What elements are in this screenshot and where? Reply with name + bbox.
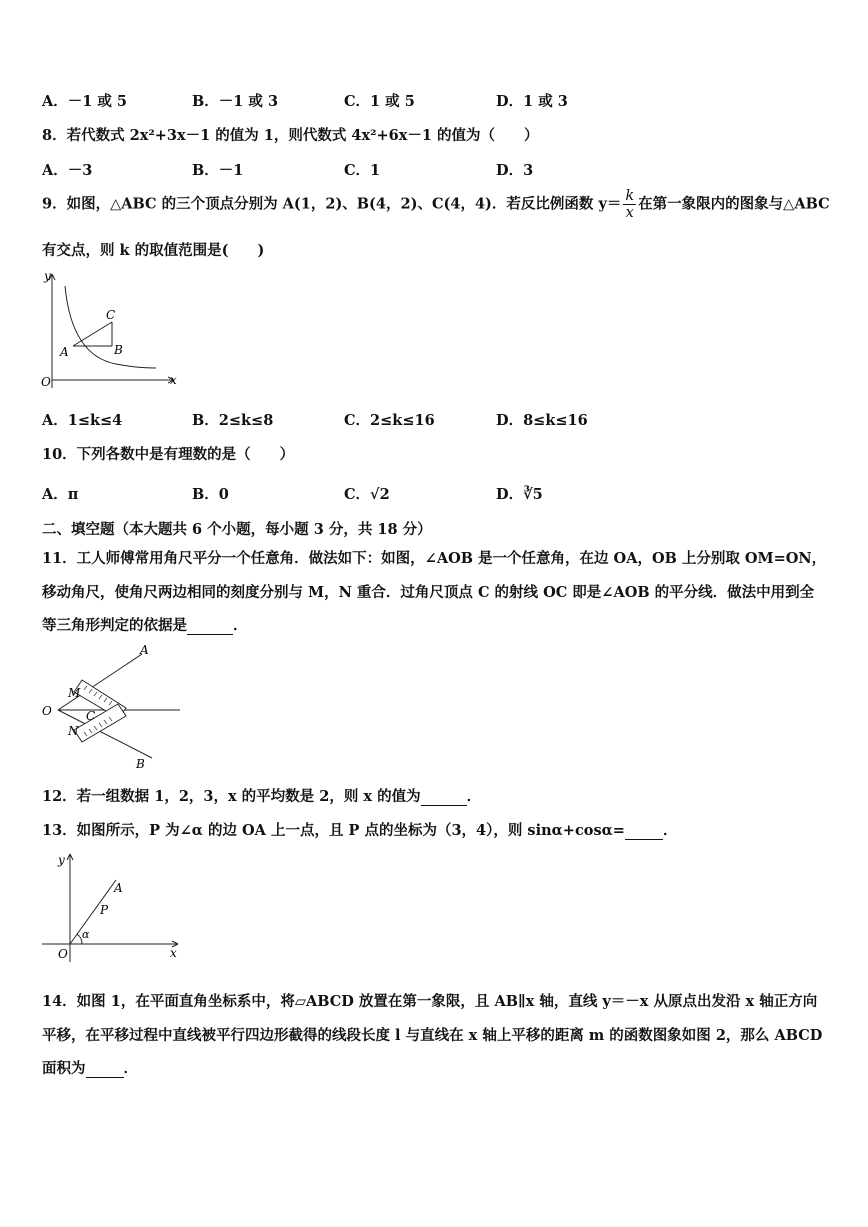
q8-options bbox=[42, 159, 662, 181]
q9-stem-after: 在第一象限内的图象与△ABC bbox=[638, 195, 830, 213]
q8-option-d: D．3 bbox=[496, 162, 534, 179]
q11-answer-blank bbox=[187, 617, 233, 635]
q13-figure bbox=[36, 846, 186, 968]
q10-option-a: A．π bbox=[42, 486, 79, 503]
q13-label-o: O bbox=[58, 947, 68, 961]
q11-line2: 移动角尺，使角尺两边相同的刻度分别与 M，N 重合．过角尺顶点 C 的射线 OC 即是∠AOB 的平分线．做法中用到全 bbox=[42, 584, 815, 601]
q9-stem-line2: 有交点，则 k 的取值范围是( ) bbox=[42, 242, 265, 259]
q7-option-d: D．1 或 3 bbox=[496, 93, 568, 110]
q7-options bbox=[42, 90, 662, 112]
q12-end: ． bbox=[466, 788, 482, 805]
q9-option-b: B．2≤k≤8 bbox=[192, 412, 274, 429]
q9-figure bbox=[36, 266, 186, 394]
q9-stem-line1 bbox=[42, 188, 830, 221]
q9-hyperbola bbox=[65, 286, 156, 368]
q14-line3 bbox=[42, 1057, 138, 1078]
q14-answer-blank bbox=[86, 1060, 124, 1078]
q10-option-b: B．0 bbox=[192, 486, 229, 503]
q9-label-b: B bbox=[114, 343, 123, 357]
q8-option-a: A．－3 bbox=[42, 162, 93, 179]
q13-answer-blank bbox=[625, 822, 663, 840]
q11-line1: 11．工人师傅常用角尺平分一个任意角．做法如下：如图，∠AOB 是一个任意角，在边 OA，OB 上分别取 OM=ON， bbox=[42, 550, 827, 567]
q12-answer-blank bbox=[421, 788, 467, 806]
q11-label-n: N bbox=[68, 724, 79, 738]
q11-label-a: A bbox=[140, 643, 149, 657]
q13-label-a: A bbox=[114, 881, 123, 895]
section-2-title: 二、填空题（本大题共 6 个小题，每小题 3 分，共 18 分） bbox=[42, 521, 432, 538]
q13-text: 13．如图所示，P 为∠α 的边 OA 上一点，且 P 点的坐标为（3，4），则 sinα+cosα= bbox=[42, 822, 625, 839]
q13-label-p: P bbox=[100, 903, 109, 917]
q11-figure bbox=[36, 640, 186, 772]
q9-frac-den: x bbox=[625, 205, 634, 221]
q11-label-o: O bbox=[42, 704, 52, 718]
q10-options bbox=[42, 483, 662, 505]
q13-label-y: y bbox=[58, 853, 65, 867]
q13-stem bbox=[42, 819, 677, 840]
q10-option-d: D．∛5 bbox=[496, 486, 543, 503]
q11-label-m: M bbox=[68, 686, 81, 700]
q8-option-c: C．1 bbox=[344, 162, 381, 179]
q11-label-c: C bbox=[86, 709, 96, 723]
q11-line3 bbox=[42, 614, 248, 635]
q13-end: ． bbox=[662, 822, 678, 839]
q10-stem: 10．下列各数中是有理数的是（ ） bbox=[42, 446, 295, 463]
q9-label-o: O bbox=[41, 375, 51, 389]
q13-label-alpha: α bbox=[82, 928, 90, 941]
q9-label-y: y bbox=[44, 269, 51, 283]
q14-line1: 14．如图 1，在平面直角坐标系中，将▱ABCD 放置在第一象限，且 AB∥x 轴，直线 y＝－x 从原点出发沿 x 轴正方向 bbox=[42, 993, 818, 1010]
q9-fraction bbox=[623, 188, 636, 221]
q8-option-b: B．－1 bbox=[192, 162, 244, 179]
q12-text: 12．若一组数据 1，2，3，x 的平均数是 2，则 x 的值为 bbox=[42, 788, 421, 805]
q14-line3-text: 面积为 bbox=[42, 1060, 86, 1077]
q12-stem bbox=[42, 785, 481, 806]
q9-label-x: x bbox=[170, 373, 177, 387]
q13-label-x: x bbox=[170, 946, 177, 960]
q9-frac-num: k bbox=[625, 188, 635, 204]
q9-label-c: C bbox=[106, 308, 116, 322]
q9-segment-ac bbox=[73, 322, 112, 346]
q9-stem-before: 9．如图，△ABC 的三个顶点分别为 A(1，2)、B(4，2)、C(4，4)．若反比例函数 y＝ bbox=[42, 195, 622, 213]
q9-option-c: C．2≤k≤16 bbox=[344, 412, 435, 429]
q10-option-c: C．√2 bbox=[344, 486, 390, 503]
q11-label-b: B bbox=[136, 757, 145, 771]
q9-options bbox=[42, 409, 662, 431]
q11-line3-text: 等三角形判定的依据是 bbox=[42, 617, 187, 634]
q7-option-c: C．1 或 5 bbox=[344, 93, 415, 110]
q8-stem: 8．若代数式 2x²+3x－1 的值为 1，则代数式 4x²+6x－1 的值为（ ） bbox=[42, 127, 539, 144]
q7-option-a: A．－1 或 5 bbox=[42, 93, 128, 110]
q7-option-b: B．－1 或 3 bbox=[192, 93, 279, 110]
q9-label-a: A bbox=[60, 345, 69, 359]
q9-option-d: D．8≤k≤16 bbox=[496, 412, 588, 429]
q11-line3-end: ． bbox=[233, 617, 248, 634]
q9-option-a: A．1≤k≤4 bbox=[42, 412, 123, 429]
q14-line3-end: ． bbox=[123, 1060, 138, 1077]
q14-line2: 平移，在平移过程中直线被平行四边形截得的线段长度 l 与直线在 x 轴上平移的距离 m 的函数图象如图 2，那么 ABCD bbox=[42, 1027, 823, 1044]
